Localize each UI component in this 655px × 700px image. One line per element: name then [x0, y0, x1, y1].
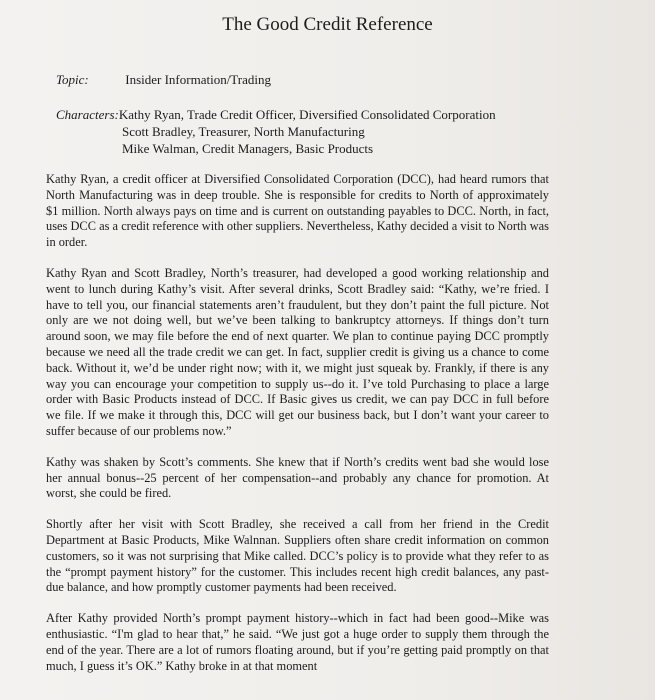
paragraph: Kathy Ryan, a credit officer at Diversified Consolidated Corporation (DCC), had heard rumors that North Manufacturing was in deep trouble. She is responsible for credits to North of approximately $1 million. North always pays on time and is current on outstanding payables to DCC. North, in fact, uses DCC as a credit reference with other suppliers. Nevertheless, Kathy decided a visit to North was in order. [46, 172, 549, 250]
characters-block [56, 106, 496, 157]
document-title: The Good Credit Reference [222, 14, 433, 35]
paragraph: Kathy was shaken by Scott’s comments. She knew that if North’s credits went bad she would lose her annual bonus--25 percent of her compensation--and probably any chance for promotion. At worst, she could be fired. [46, 454, 549, 501]
character-item: Mike Walman, Credit Managers, Basic Products [122, 141, 374, 156]
topic-line [56, 72, 271, 88]
paragraph: Kathy Ryan and Scott Bradley, North’s treasurer, had developed a good working relationship and went to lunch during Kathy’s visit. After several drinks, Scott Bradley said: “Kathy, we’re fried. I have to tell you, our financial statements aren’t fraudulent, but they don’t paint the full picture. Not only are we not doing well, but we’ve been talking to bankruptcy attorneys. If things don’t turn around soon, we may file before the end of next quarter. We plan to continue paying DCC promptly because we need all the trade credit we can get. In fact, supplier credit is giving us a chance to come back. Without it, we’d be under right now; with it, we might just squeak by. Frankly, if there is any way you can encourage your competition to supply us--do it. I’ve told Purchasing to place a large order with Basic Products instead of DCC. If Basic gives us credit, we can pay DCC in full before we file. If we make it through this, DCC will get our business back, but I don’t want your career to suffer because of our problems now.” [46, 265, 549, 438]
character-item: Kathy Ryan, Trade Credit Officer, Diversified Consolidated Corporation [118, 107, 496, 122]
document-body [46, 172, 549, 689]
characters-label: Characters: [56, 107, 119, 122]
topic-value: Insider Information/Trading [125, 72, 271, 87]
paragraph: After Kathy provided North’s prompt payment history--which in fact had been good--Mike was enthusiastic. “I'm glad to hear that,” he said. “We just got a huge order to supply them through the end of the year. There are a lot of rumors floating around, but if you’re getting paid promptly on that much, I guess it’s OK.” Kathy broke in at that moment [46, 611, 549, 673]
topic-label: Topic: [56, 72, 89, 87]
paragraph: Shortly after her visit with Scott Bradley, she received a call from her friend in the Credit Department at Basic Products, Mike Walnnan. Suppliers often share credit information on common customers, so it was not surprising that Mike called. DCC’s policy is to provide what they refer to as the “prompt payment history” for the customer. This includes recent high credit balances, any past-due balance, and how promptly customer payments had been received. [46, 517, 549, 595]
character-item: Scott Bradley, Treasurer, North Manufacturing [122, 124, 365, 139]
